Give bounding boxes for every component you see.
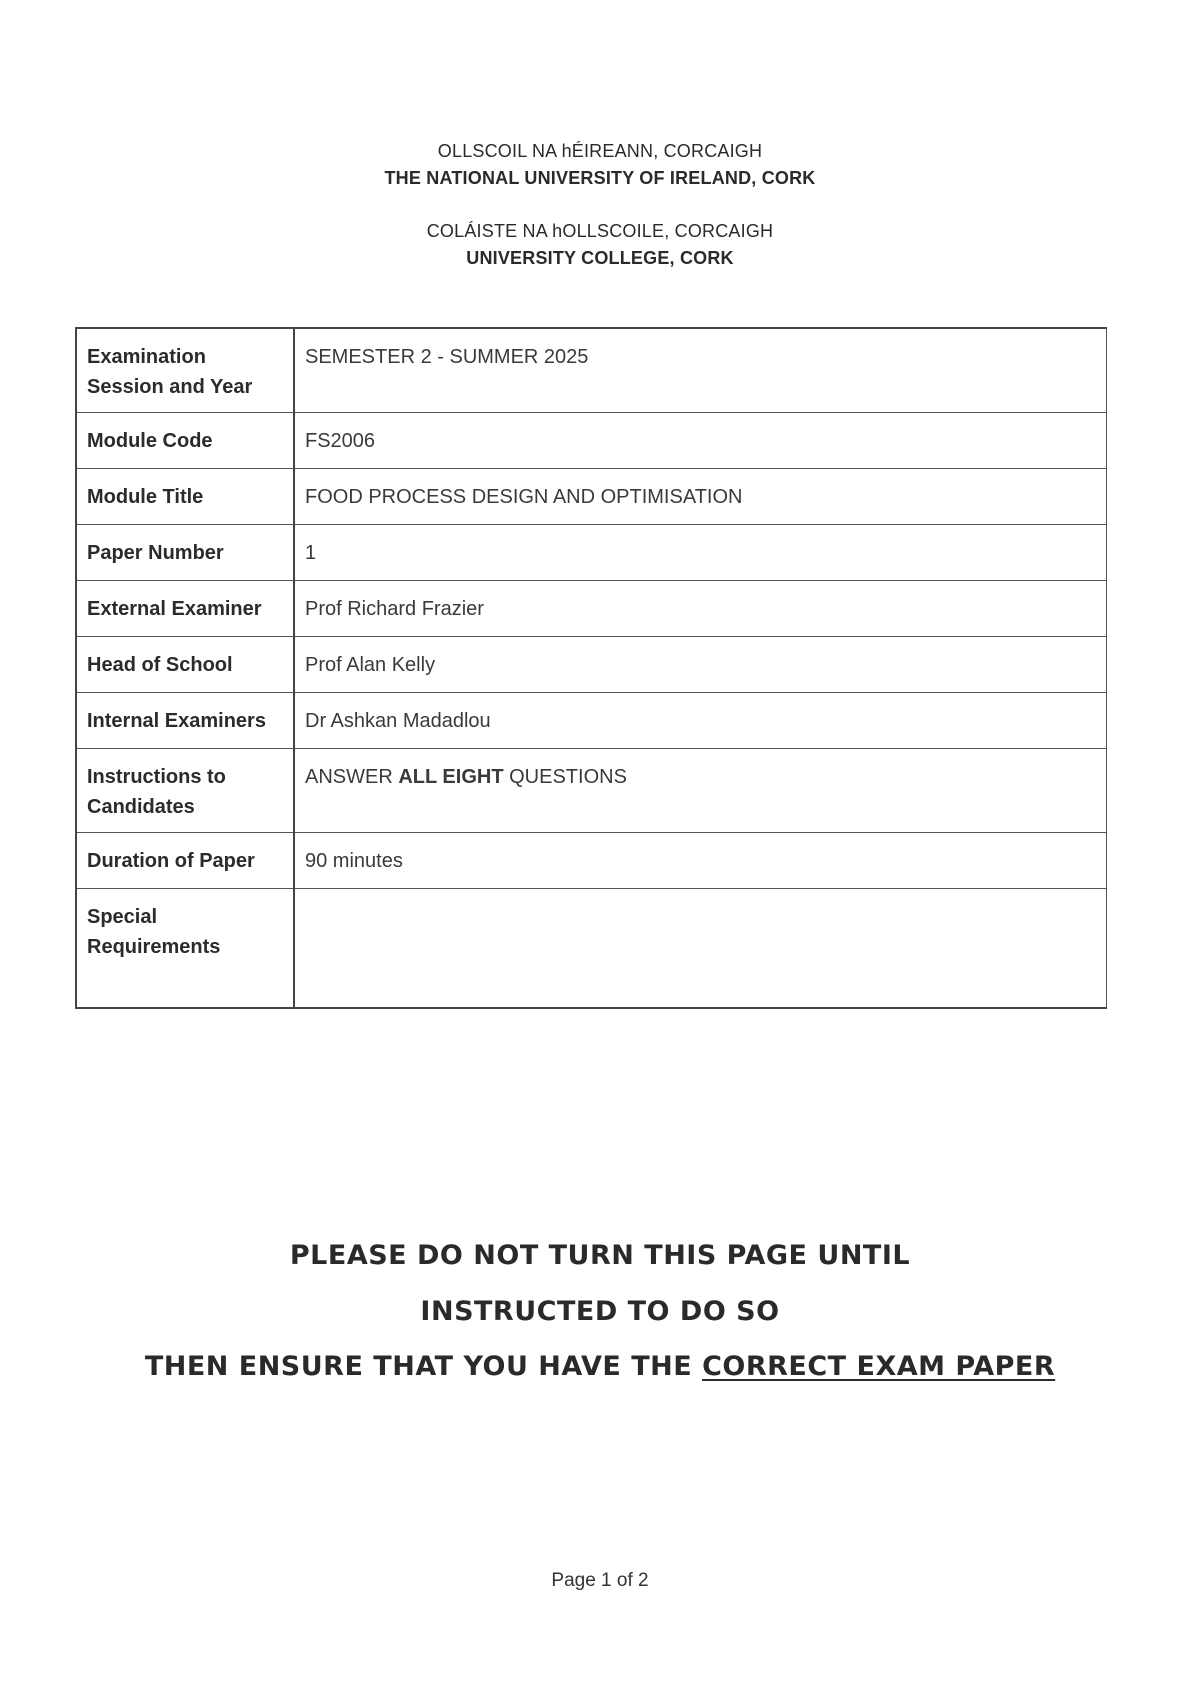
session-value: SEMESTER 2 - SUMMER 2025 bbox=[294, 328, 1107, 413]
session-label: Examination Session and Year bbox=[76, 328, 294, 413]
table-row bbox=[76, 637, 1107, 693]
internal-examiners-label: Internal Examiners bbox=[76, 693, 294, 749]
module-code-label: Module Code bbox=[76, 413, 294, 469]
college-header bbox=[0, 218, 1200, 272]
instructions-suffix: QUESTIONS bbox=[509, 766, 627, 788]
module-title-label: Module Title bbox=[76, 469, 294, 525]
paper-number-label: Paper Number bbox=[76, 525, 294, 581]
instructions-prefix: ANSWER bbox=[305, 766, 393, 788]
university-header bbox=[0, 138, 1200, 192]
head-of-school-value: Prof Alan Kelly bbox=[294, 637, 1107, 693]
page-number: Page 1 of 2 bbox=[551, 1570, 649, 1591]
warning-line-3-prefix: THEN ENSURE THAT YOU HAVE THE bbox=[144, 1351, 693, 1382]
english-university-name: THE NATIONAL UNIVERSITY OF IRELAND, CORK bbox=[384, 168, 816, 188]
special-requirements-value bbox=[294, 889, 1107, 1009]
instructions-emphasis: ALL EIGHT bbox=[398, 766, 504, 788]
warning-line-2: INSTRUCTED TO DO SO bbox=[420, 1296, 780, 1327]
special-requirements-label: Special Requirements bbox=[76, 889, 294, 1009]
english-college-name: UNIVERSITY COLLEGE, CORK bbox=[466, 248, 734, 268]
table-row bbox=[76, 693, 1107, 749]
head-of-school-label: Head of School bbox=[76, 637, 294, 693]
module-title-value: FOOD PROCESS DESIGN AND OPTIMISATION bbox=[294, 469, 1107, 525]
instructions-value bbox=[294, 749, 1107, 833]
table-row bbox=[76, 469, 1107, 525]
table-row bbox=[76, 328, 1107, 413]
duration-label: Duration of Paper bbox=[76, 833, 294, 889]
instructions-label: Instructions to Candidates bbox=[76, 749, 294, 833]
duration-value: 90 minutes bbox=[294, 833, 1107, 889]
paper-number-value: 1 bbox=[294, 525, 1107, 581]
external-examiner-value: Prof Richard Frazier bbox=[294, 581, 1107, 637]
internal-examiners-value: Dr Ashkan Madadlou bbox=[294, 693, 1107, 749]
table-row bbox=[76, 749, 1107, 833]
table-row bbox=[76, 889, 1107, 1009]
irish-university-name: OLLSCOIL NA hÉIREANN, CORCAIGH bbox=[437, 141, 763, 161]
module-code-value: FS2006 bbox=[294, 413, 1107, 469]
correct-exam-paper-emphasis: CORRECT EXAM PAPER bbox=[702, 1351, 1056, 1382]
exam-details-table bbox=[75, 327, 1107, 1009]
table-row bbox=[76, 581, 1107, 637]
warning-line-1: PLEASE DO NOT TURN THIS PAGE UNTIL bbox=[289, 1240, 911, 1271]
external-examiner-label: External Examiner bbox=[76, 581, 294, 637]
warning-line-3 bbox=[0, 1351, 1200, 1382]
irish-college-name: COLÁISTE NA hOLLSCOILE, CORCAIGH bbox=[426, 221, 774, 241]
table-row bbox=[76, 833, 1107, 889]
table-row bbox=[76, 413, 1107, 469]
table-row bbox=[76, 525, 1107, 581]
